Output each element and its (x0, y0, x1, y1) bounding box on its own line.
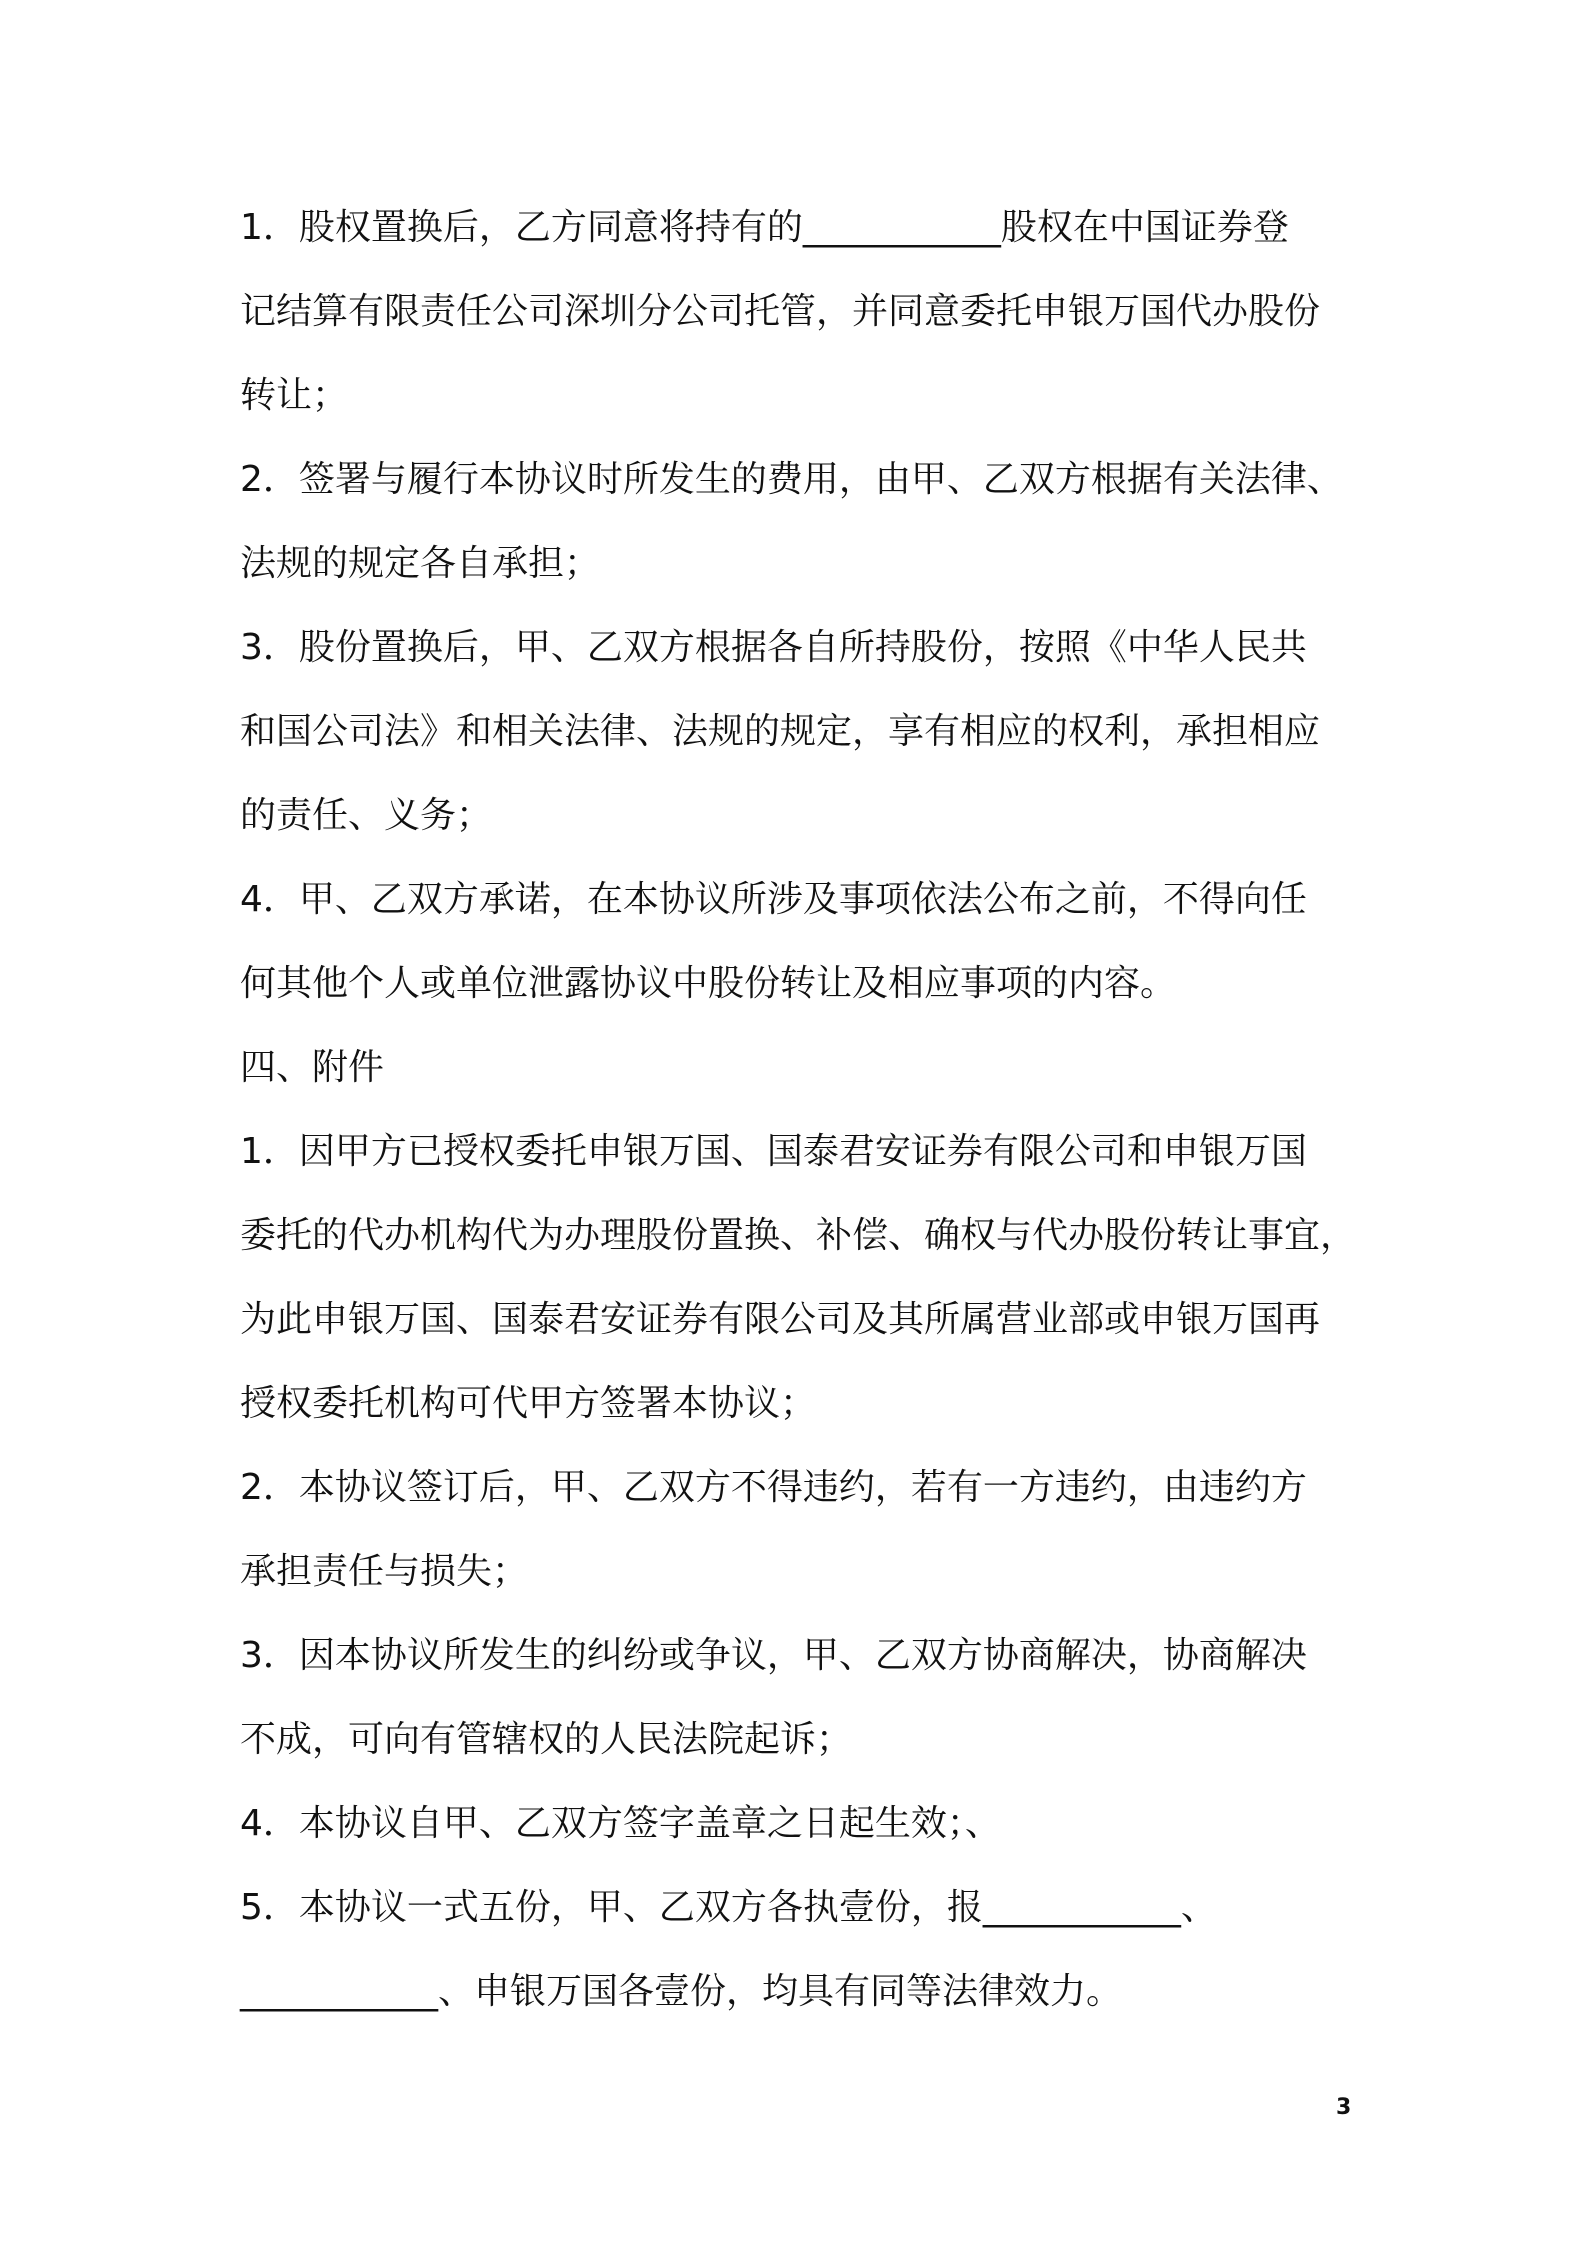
text-line: 为此申银万国、国泰君安证券有限公司及其所属营业部或申银万国再 (240, 1299, 1321, 1340)
text-line: 承担责任与损失； (240, 1551, 529, 1592)
text-line: 授权委托机构可代甲方签署本协议； (240, 1383, 817, 1424)
text-line: 记结算有限责任公司深圳分公司托管，并同意委托申银万国代办股份 (240, 291, 1321, 332)
text-line: 的责任、义务； (240, 795, 493, 836)
text-line: 1．股权置换后，乙方同意将持有的___________股权在中国证券登 (240, 207, 1289, 248)
text-line: 和国公司法》和相关法律、法规的规定，享有相应的权利，承担相应 (240, 711, 1321, 752)
text-line: 3．股份置换后，甲、乙双方根据各自所持股份，按照《中华人民共 (240, 627, 1307, 668)
text-line: 转让； (240, 375, 349, 416)
text-line: 3．因本协议所发生的纠纷或争议，甲、乙双方协商解决，协商解决 (240, 1635, 1307, 1676)
text-line: 5．本协议一式五份，甲、乙双方各执壹份，报___________、 (240, 1887, 1217, 1928)
text-line: 4．甲、乙双方承诺，在本协议所涉及事项依法公布之前，不得向任 (240, 879, 1307, 920)
text-line: 何其他个人或单位泄露协议中股份转让及相应事项的内容。 (240, 963, 1177, 1004)
text-line: 不成，可向有管辖权的人民法院起诉； (240, 1719, 853, 1760)
text-line: 1．因甲方已授权委托申银万国、国泰君安证券有限公司和申银万国 (240, 1131, 1307, 1172)
text-line: 4．本协议自甲、乙双方签字盖章之日起生效；、 (240, 1803, 1001, 1844)
text-line: 2．签署与履行本协议时所发生的费用，由甲、乙双方根据有关法律、 (240, 459, 1343, 500)
section-heading: 四、附件 (240, 1047, 385, 1088)
text-line: ___________、申银万国各壹份，均具有同等法律效力。 (240, 1971, 1123, 2012)
text-line: 法规的规定各自承担； (240, 543, 601, 584)
page-number: 3 (1336, 2095, 1352, 2120)
text-line: 委托的代办机构代为办理股份置换、补偿、确权与代办股份转让事宜， (240, 1215, 1357, 1256)
text-line: 2．本协议签订后，甲、乙双方不得违约，若有一方违约，由违约方 (240, 1467, 1307, 1508)
